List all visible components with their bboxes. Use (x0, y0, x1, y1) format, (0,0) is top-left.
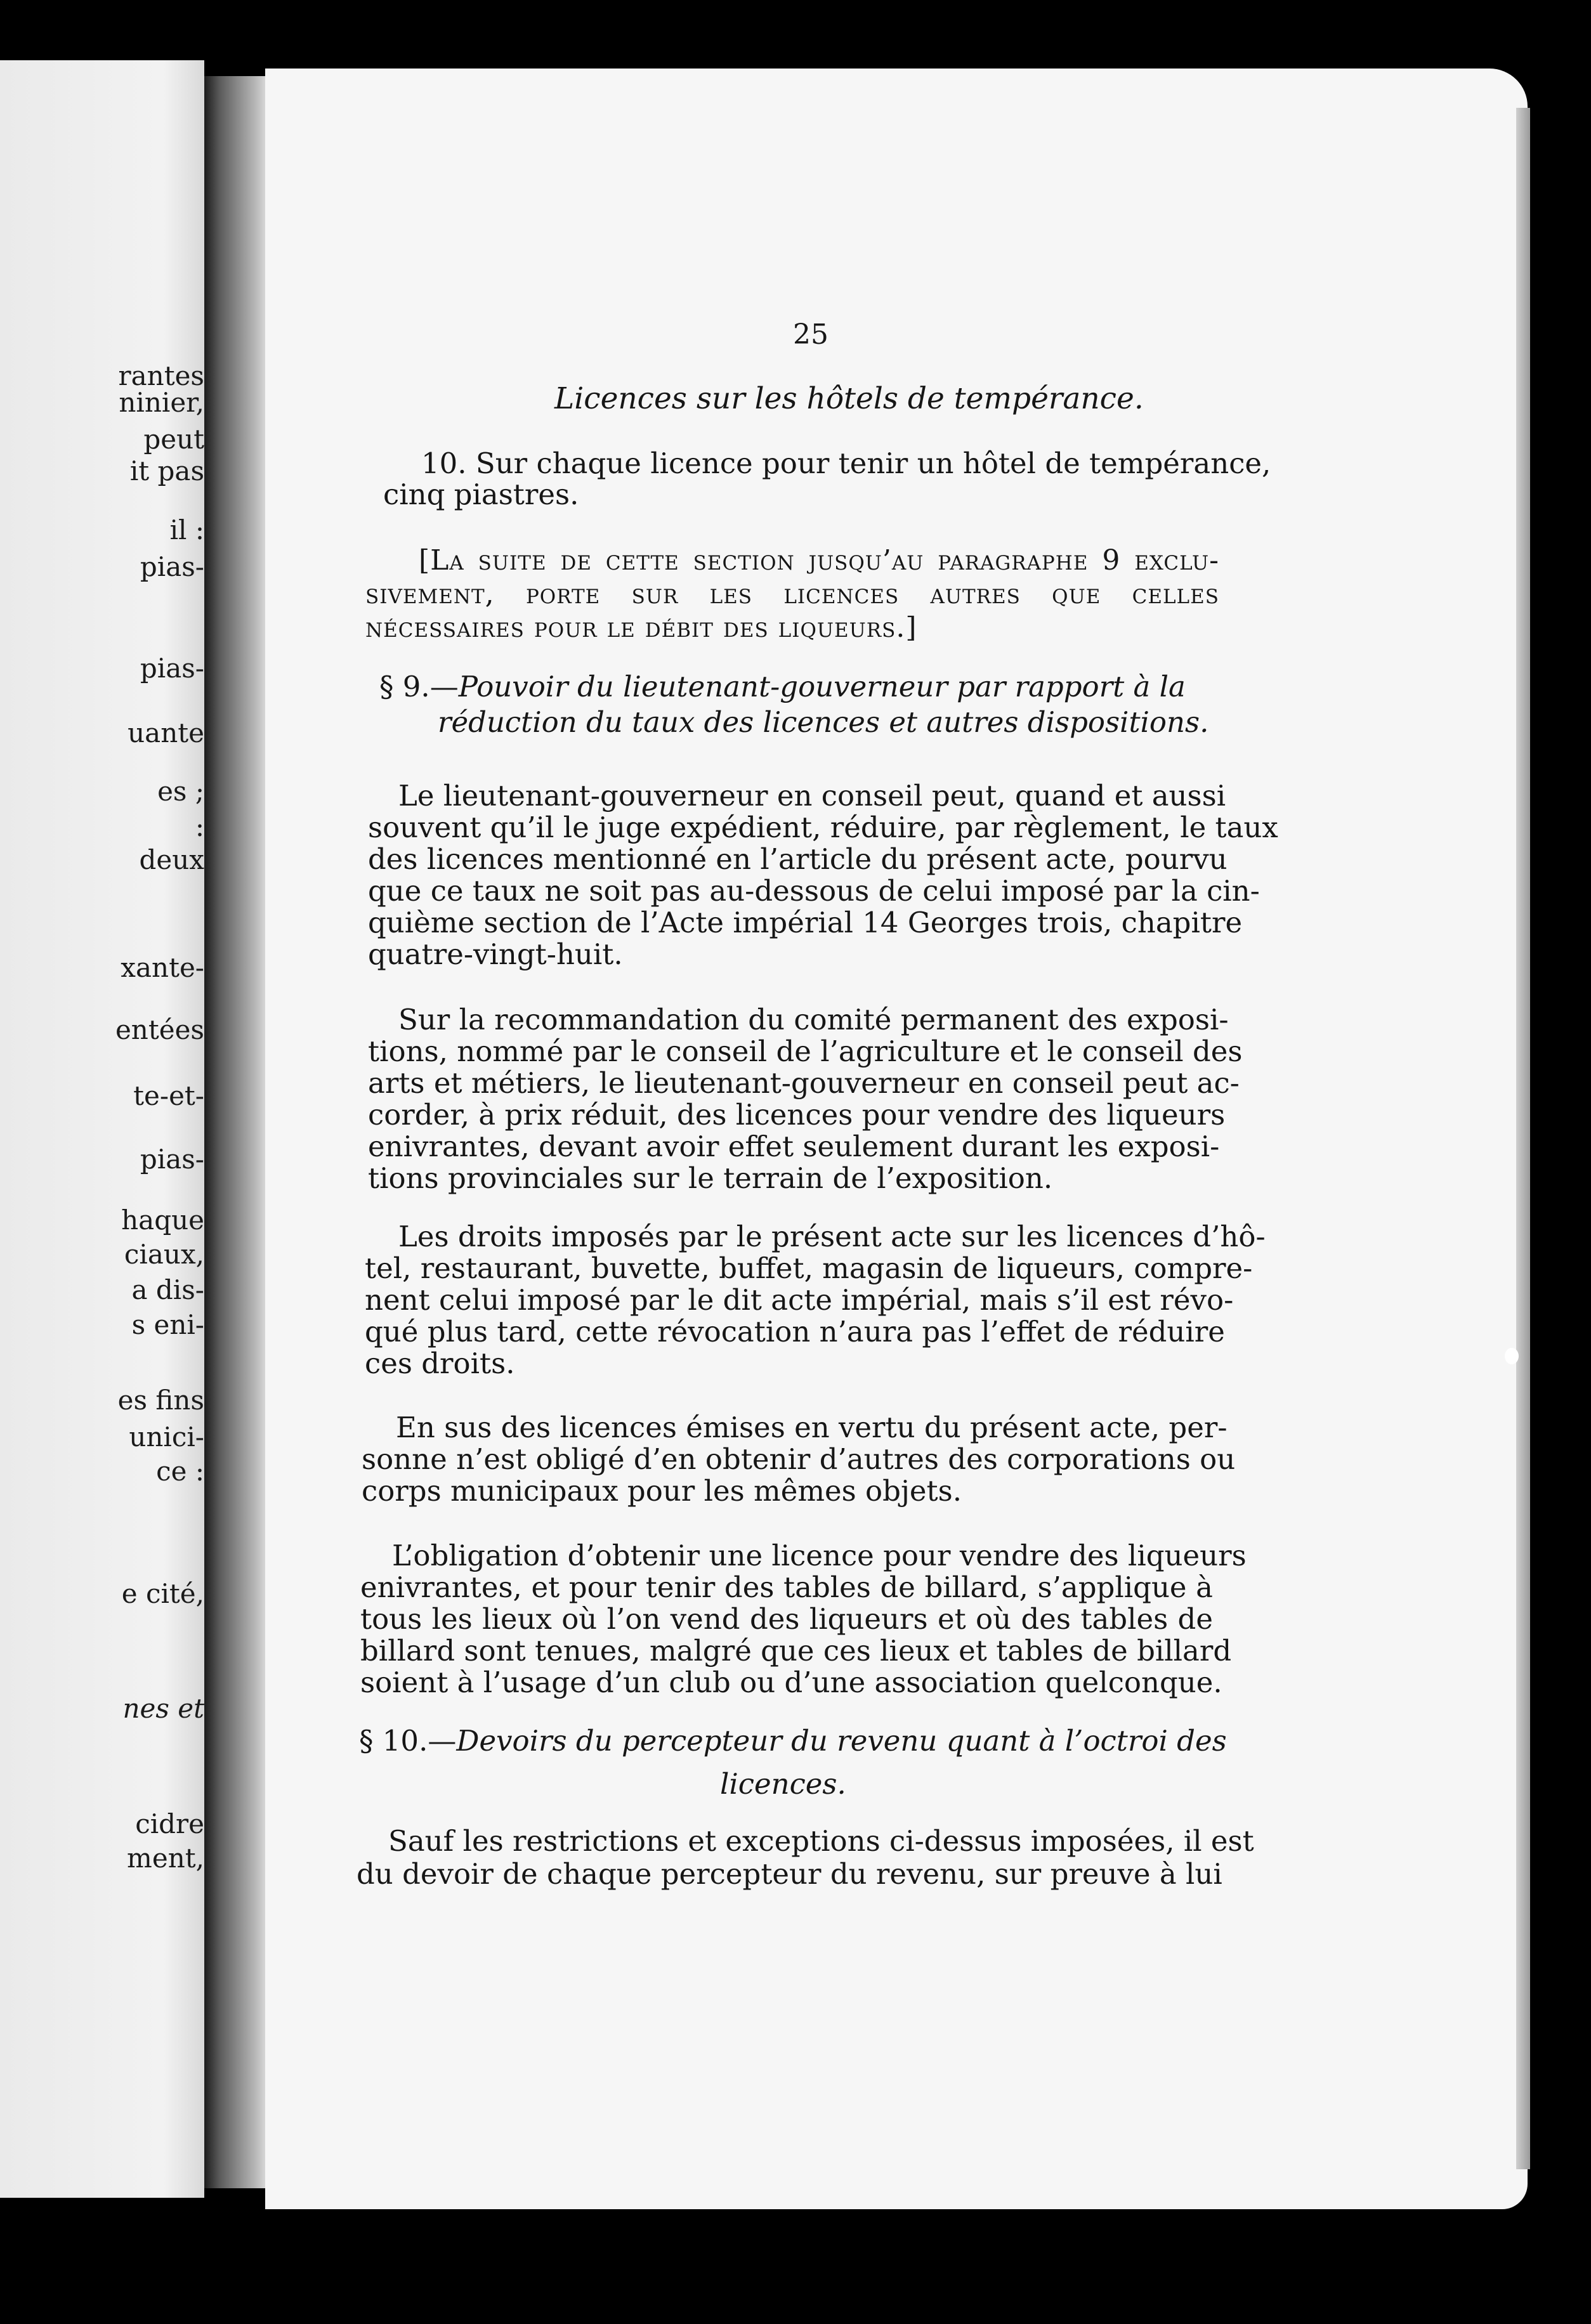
left-text-fragment: s eni- (131, 1309, 204, 1340)
paragraph-line: billard sont tenues, malgré que ces lieux et tables de billard (360, 1634, 1232, 1668)
paragraph-line: corps municipaux pour les mêmes objets. (362, 1474, 962, 1508)
left-text-fragment: a dis- (131, 1274, 204, 1305)
left-facing-page (0, 60, 204, 2198)
section-9-number: § 9.— (379, 670, 459, 703)
paragraph-line: enivrantes, et pour tenir des tables de billard, s’applique à (360, 1570, 1213, 1604)
paragraph-line: Le lieutenant-gouverneur en conseil peut, quand et aussi (398, 779, 1226, 813)
page-heading: Licences sur les hôtels de tempérance. (554, 381, 1144, 416)
paragraph-line: tions provinciales sur le terrain de l’exposition. (368, 1161, 1053, 1195)
left-text-fragment: ment, (127, 1843, 204, 1874)
section-10-title-line2: licences. (720, 1767, 846, 1801)
left-text-fragment: ninier, (119, 387, 204, 418)
paragraph-line: Sur la recommandation du comité permanent des exposi- (398, 1003, 1229, 1036)
left-text-fragment: ciaux, (124, 1239, 204, 1270)
paragraph-line: quième section de l’Acte impérial 14 Georges trois, chapitre (368, 906, 1243, 939)
paragraph-line: soient à l’usage d’un club ou d’une association quelconque. (360, 1666, 1222, 1699)
paragraph-line: du devoir de chaque percepteur du revenu, sur preuve à lui (357, 1857, 1222, 1891)
paragraph-line: Les droits imposés par le présent acte sur les licences d’hô- (398, 1220, 1266, 1253)
section-10-heading (359, 1724, 1227, 1758)
paragraph-line: des licences mentionné en l’article du présent acte, pourvu (368, 842, 1228, 876)
paragraph-line: sonne n’est obligé d’en obtenir d’autres des corporations ou (362, 1442, 1236, 1476)
book-gutter-shadow (204, 76, 265, 2188)
left-text-fragment: rantes (118, 360, 204, 391)
section-10-title: Devoirs du percepteur du revenu quant à l’octroi des (456, 1724, 1227, 1758)
scan-speck (1505, 1348, 1519, 1364)
left-text-fragment: te-et- (133, 1080, 204, 1111)
paragraph-line: corder, à prix réduit, des licences pour vendre des liqueurs (368, 1098, 1226, 1132)
left-text-fragment: uante (128, 717, 204, 748)
paragraph-10-line: 10. Sur chaque licence pour tenir un hôtel de tempérance, (421, 447, 1271, 480)
paragraph-line: Sauf les restrictions et exceptions ci-dessus imposées, il est (388, 1824, 1254, 1858)
paragraph-10-line: cinq piastres. (383, 478, 579, 511)
left-text-fragment: peut (143, 424, 204, 455)
paragraph-line: que ce taux ne soit pas au-dessous de celui imposé par la cin- (368, 874, 1260, 908)
paragraph-line: ces droits. (365, 1347, 515, 1380)
left-text-fragment: pias- (140, 653, 204, 684)
paragraph-line: nent celui imposé par le dit acte impérial, mais s’il est révo- (365, 1283, 1234, 1317)
left-text-fragment: unici- (129, 1421, 204, 1452)
left-text-fragment: ce : (156, 1456, 204, 1487)
paragraph-line: qué plus tard, cette révocation n’aura pas l’effet de réduire (365, 1315, 1225, 1348)
editorial-note-line: [La suite de cette section jusqu’au paragraphe 9 exclu- (419, 544, 1219, 577)
paragraph-line: En sus des licences émises en vertu du présent acte, per- (396, 1411, 1228, 1444)
left-text-fragment: pias- (140, 1144, 204, 1175)
left-text-fragment: entées (115, 1014, 204, 1045)
paragraph-line: L’obligation d’obtenir une licence pour vendre des liqueurs (392, 1539, 1247, 1572)
editorial-note-line: sivement, porte sur les licences autres que celles (365, 578, 1219, 610)
section-9-title: Pouvoir du lieutenant-gouverneur par rapport à la (458, 670, 1186, 703)
left-text-fragment: xante- (121, 952, 204, 983)
paragraph-line: tous les lieux où l’on vend des liqueurs et où des tables de (360, 1602, 1213, 1636)
section-9-heading (379, 672, 1186, 701)
paragraph-line: enivrantes, devant avoir effet seulement durant les exposi- (368, 1130, 1220, 1163)
left-text-fragment: es fins (117, 1385, 204, 1416)
paragraph-line: quatre-vingt-huit. (368, 937, 623, 971)
paragraph-line: souvent qu’il le juge expédient, réduire, par règlement, le taux (368, 811, 1278, 844)
paragraph-line: tions, nommé par le conseil de l’agriculture et le conseil des (368, 1035, 1243, 1068)
left-text-fragment: it pas (129, 455, 204, 486)
section-10-number: § 10.— (359, 1724, 457, 1758)
paragraph-line: arts et métiers, le lieutenant-gouverneur en conseil peut ac- (368, 1066, 1240, 1100)
left-text-fragment: pias- (140, 551, 204, 582)
left-text-fragment: cidre (135, 1808, 204, 1839)
left-text-fragment: e cité, (121, 1578, 204, 1609)
section-9-title-line2: réduction du taux des licences et autres dispositions. (438, 705, 1209, 739)
page-edge-shadow (1516, 108, 1530, 2169)
left-text-fragment: deux (139, 844, 204, 875)
left-text-fragment: es ; (157, 776, 204, 807)
left-text-fragment: : (195, 811, 204, 842)
left-text-fragment: il : (169, 514, 204, 545)
page-number: 25 (793, 318, 828, 351)
editorial-note-line: nécessaires pour le débit des liqueurs.] (365, 611, 917, 644)
paragraph-line: tel, restaurant, buvette, buffet, magasin de liqueurs, compre- (365, 1251, 1253, 1285)
left-text-fragment: haque (121, 1204, 204, 1236)
left-text-fragment: nes et (122, 1693, 204, 1724)
